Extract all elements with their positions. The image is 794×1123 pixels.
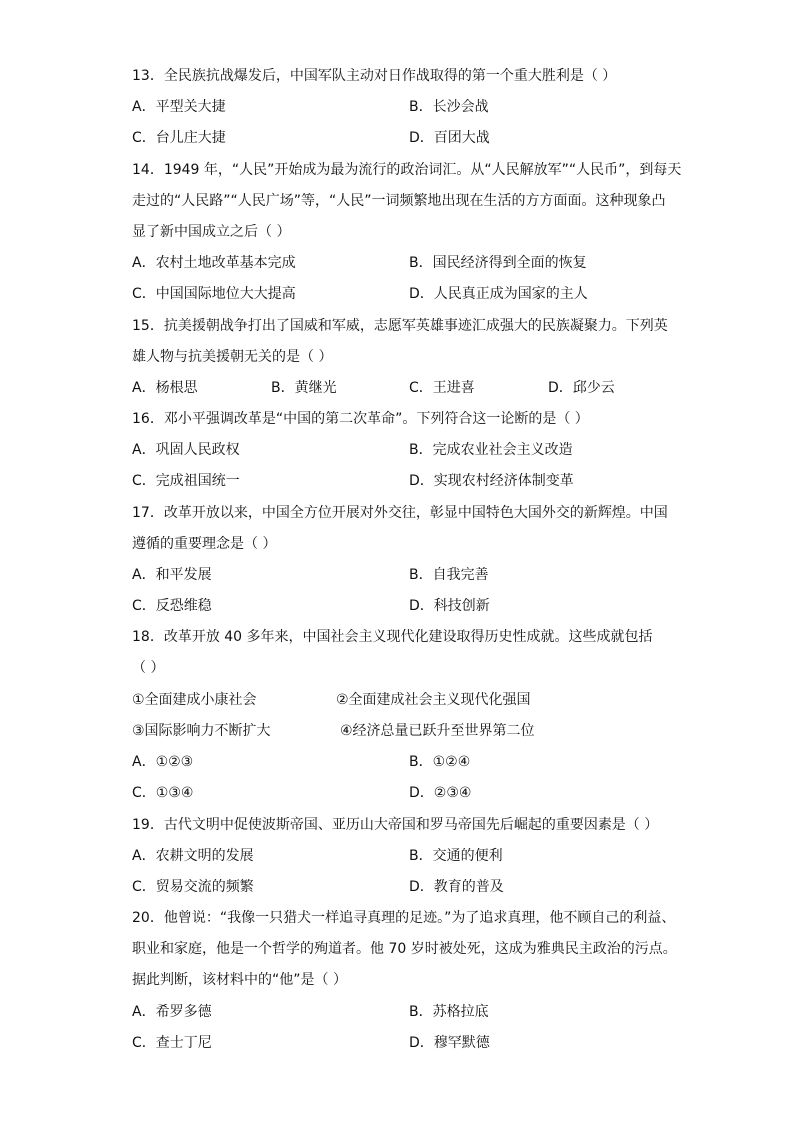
q15-option-d[interactable]: D．邱少云 bbox=[548, 380, 615, 396]
q14-option-a[interactable]: A．农村土地改革基本完成 bbox=[132, 255, 296, 271]
q18-option-a[interactable]: A．①②③ bbox=[132, 754, 194, 770]
q17-option-c[interactable]: C．反恐维稳 bbox=[132, 598, 212, 614]
q14-option-c[interactable]: C．中国国际地位大大提高 bbox=[132, 286, 296, 302]
q18-option-d[interactable]: D．②③④ bbox=[409, 785, 472, 801]
q14-stem-line-2: 走过的“人民路”“人民广场”等，“人民”一词频繁地出现在生活的方方面面。这种现象凸 bbox=[132, 193, 666, 209]
q20-option-b[interactable]: B．苏格拉底 bbox=[409, 1004, 489, 1020]
q18-statement-3: ③国际影响力不断扩大 bbox=[132, 723, 271, 739]
q18-option-b[interactable]: B．①②④ bbox=[409, 754, 471, 770]
q18-statement-4: ④经济总量已跃升至世界第二位 bbox=[340, 723, 535, 739]
q13-option-c[interactable]: C．台儿庄大捷 bbox=[132, 130, 226, 146]
q17-option-b[interactable]: B．自我完善 bbox=[409, 567, 489, 583]
q14-stem-line-1: 14．1949 年，“人民”开始成为最为流行的政治词汇。从“人民解放军”“人民币”，到每天 bbox=[132, 162, 682, 178]
q19-option-a[interactable]: A．农耕文明的发展 bbox=[132, 848, 254, 864]
q13-option-a[interactable]: A．平型关大捷 bbox=[132, 99, 226, 115]
q18-statement-2: ②全面建成社会主义现代化强国 bbox=[336, 692, 531, 708]
q19-option-d[interactable]: D．教育的普及 bbox=[409, 879, 504, 895]
q14-stem-line-3: 显了新中国成立之后（ ） bbox=[132, 224, 291, 240]
q17-option-d[interactable]: D．科技创新 bbox=[409, 598, 490, 614]
q20-stem-line-1: 20．他曾说：“我像一只猎犬一样追寻真理的足迹。”为了追求真理，他不顾自己的利益、 bbox=[132, 910, 676, 926]
q20-option-c[interactable]: C．查士丁尼 bbox=[132, 1035, 212, 1051]
q20-stem-line-2: 职业和家庭，他是一个哲学的殉道者。他 70 岁时被处死，这成为雅典民主政治的污点。 bbox=[132, 941, 677, 957]
q15-option-b[interactable]: B．黄继光 bbox=[271, 380, 337, 396]
q16-option-b[interactable]: B．完成农业社会主义改造 bbox=[409, 442, 573, 458]
q15-option-c[interactable]: C．王进喜 bbox=[409, 380, 475, 396]
q15-stem-line-1: 15．抗美援朝战争打出了国威和军威，志愿军英雄事迹汇成强大的民族凝聚力。下列英 bbox=[132, 318, 668, 334]
q17-stem-line-1: 17．改革开放以来，中国全方位开展对外交往，彰显中国特色大国外交的新辉煌。中国 bbox=[132, 505, 668, 521]
q13-stem-line-1: 13．全民族抗战爆发后，中国军队主动对日作战取得的第一个重大胜利是（ ） bbox=[132, 68, 617, 84]
q19-option-b[interactable]: B．交通的便利 bbox=[409, 848, 503, 864]
q20-option-a[interactable]: A．希罗多德 bbox=[132, 1004, 212, 1020]
q19-stem-line-1: 19．古代文明中促使波斯帝国、亚历山大帝国和罗马帝国先后崛起的重要因素是（ ） bbox=[132, 817, 659, 833]
q20-option-d[interactable]: D．穆罕默德 bbox=[409, 1035, 490, 1051]
q16-option-a[interactable]: A．巩固人民政权 bbox=[132, 442, 240, 458]
q18-stem-line-2: （ ） bbox=[132, 660, 165, 676]
q15-stem-line-2: 雄人物与抗美援朝无关的是（ ） bbox=[132, 349, 333, 365]
q13-option-b[interactable]: B．长沙会战 bbox=[409, 99, 489, 115]
q17-option-a[interactable]: A．和平发展 bbox=[132, 567, 212, 583]
q20-stem-line-3: 据此判断，该材料中的“他”是（ ） bbox=[132, 972, 347, 988]
q15-option-a[interactable]: A．杨根思 bbox=[132, 380, 198, 396]
q14-option-d[interactable]: D．人民真正成为国家的主人 bbox=[409, 286, 588, 302]
q18-stem-line-1: 18．改革开放 40 多年来，中国社会主义现代化建设取得历史性成就。这些成就包括 bbox=[132, 629, 653, 645]
q16-option-c[interactable]: C．完成祖国统一 bbox=[132, 473, 240, 489]
q16-option-d[interactable]: D．实现农村经济体制变革 bbox=[409, 473, 574, 489]
q18-option-c[interactable]: C．①③④ bbox=[132, 785, 194, 801]
q13-option-d[interactable]: D．百团大战 bbox=[409, 130, 490, 146]
q18-statement-1: ①全面建成小康社会 bbox=[132, 692, 257, 708]
q16-stem-line-1: 16．邓小平强调改革是“中国的第二次革命”。下列符合这一论断的是（ ） bbox=[132, 411, 589, 427]
q19-option-c[interactable]: C．贸易交流的频繁 bbox=[132, 879, 254, 895]
q17-stem-line-2: 遵循的重要理念是（ ） bbox=[132, 536, 277, 552]
q14-option-b[interactable]: B．国民经济得到全面的恢复 bbox=[409, 255, 587, 271]
